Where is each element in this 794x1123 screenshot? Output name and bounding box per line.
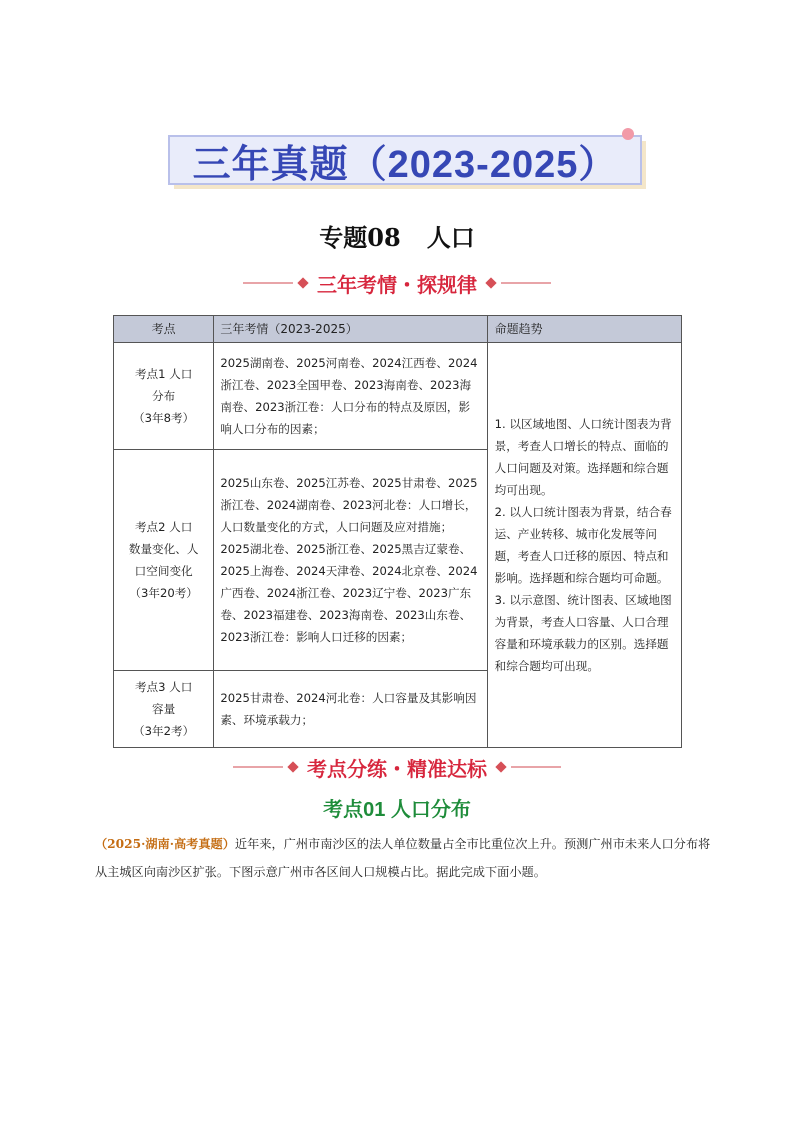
point-line: 考点3 人口 bbox=[134, 680, 193, 694]
trend-item: 1. 以区域地图、人口统计图表为背景，考查人口增长的特点、面临的人口问题及对策。选择题和综合题均可出现。 bbox=[494, 417, 672, 497]
trend-item: 2. 以人口统计图表为背景，结合春运、产业转移、城市化发展等问题，考查人口迁移的原因、特点和影响。选择题和综合题均可命题。 bbox=[494, 505, 672, 585]
question-paragraph bbox=[95, 830, 720, 886]
title-banner bbox=[168, 135, 642, 185]
exam-detail-cell bbox=[214, 450, 487, 671]
trend-item: 3. 以示意图、统计图表、区域地图为背景，考查人口容量、人口合理容量和环境承载力的区别。选择题和综合题均可出现。 bbox=[494, 593, 672, 673]
header-trend: 命题趋势 bbox=[487, 316, 681, 343]
decorative-dot-icon bbox=[622, 128, 634, 140]
section-label: 考点分练・精准达标 bbox=[307, 758, 487, 781]
diamond-icon bbox=[485, 277, 496, 288]
point-line: 考点2 人口 bbox=[134, 520, 193, 534]
point-cell bbox=[114, 343, 214, 450]
point-line: 考点1 人口 bbox=[134, 367, 193, 381]
question-source: （2025·湖南·高考真题） bbox=[95, 837, 235, 851]
diamond-icon bbox=[287, 761, 298, 772]
table-row bbox=[114, 343, 682, 450]
exam-detail-text: 2025山东卷、2025江苏卷、2025甘肃卷、2025浙江卷、2024湖南卷、2023河北卷：人口增长，人口数量变化的方式，人口问题及应对措施； bbox=[220, 476, 478, 534]
topic-number: 专题08 bbox=[319, 223, 401, 252]
exam-detail-cell: 2025甘肃卷、2024河北卷：人口容量及其影响因素、环境承载力； bbox=[214, 671, 487, 748]
section-label: 三年考情・探规律 bbox=[317, 274, 477, 297]
topic-name: 人口 bbox=[426, 223, 475, 252]
divider-line bbox=[233, 766, 283, 768]
point-cell bbox=[114, 671, 214, 748]
section-header-practice bbox=[0, 753, 794, 781]
divider-line bbox=[243, 282, 293, 284]
trend-cell bbox=[487, 343, 681, 748]
exam-detail-text: 2025湖北卷、2025浙江卷、2025黑吉辽蒙卷、2025上海卷、2024天津卷、2024北京卷、2024广西卷、2024浙江卷、2023辽宁卷、2023广东卷、2023福建卷、2023海南卷、2023山东卷、2023浙江卷：影响人口迁移的因素； bbox=[220, 542, 478, 644]
table-header-row bbox=[114, 316, 682, 343]
divider-line bbox=[511, 766, 561, 768]
point-line: （3年20考） bbox=[129, 586, 198, 600]
point-line: 数量变化、人 bbox=[128, 542, 199, 556]
diamond-icon bbox=[297, 277, 308, 288]
exam-detail-cell: 2025湖南卷、2025河南卷、2024江西卷、2024浙江卷、2023全国甲卷、2023海南卷、2023海南卷、2023浙江卷：人口分布的特点及原因，影响人口分布的因素； bbox=[214, 343, 487, 450]
diamond-icon bbox=[495, 761, 506, 772]
header-exams: 三年考情（2023-2025） bbox=[214, 316, 487, 343]
exam-overview-table bbox=[113, 315, 682, 748]
banner-title: 三年真题（2023-2025） bbox=[192, 143, 618, 186]
point-line: 分布 bbox=[152, 389, 176, 403]
point-cell bbox=[114, 450, 214, 671]
divider-line bbox=[501, 282, 551, 284]
point-line: （3年8考） bbox=[133, 411, 195, 425]
point-line: （3年2考） bbox=[133, 724, 195, 738]
topic-title bbox=[0, 218, 794, 253]
header-point: 考点 bbox=[114, 316, 214, 343]
point-line: 容量 bbox=[152, 702, 176, 716]
point-line: 口空间变化 bbox=[134, 564, 193, 578]
subheading: 考点01 人口分布 bbox=[323, 799, 471, 821]
question-text: 近年来，广州市南沙区的法人单位数量占全市比重位次上升。预测广州市未来人口分布将从主城区向南沙区扩张。下图示意广州市各区间人口规模占比。据此完成下面小题。 bbox=[95, 837, 711, 879]
section-header-trends bbox=[0, 269, 794, 297]
